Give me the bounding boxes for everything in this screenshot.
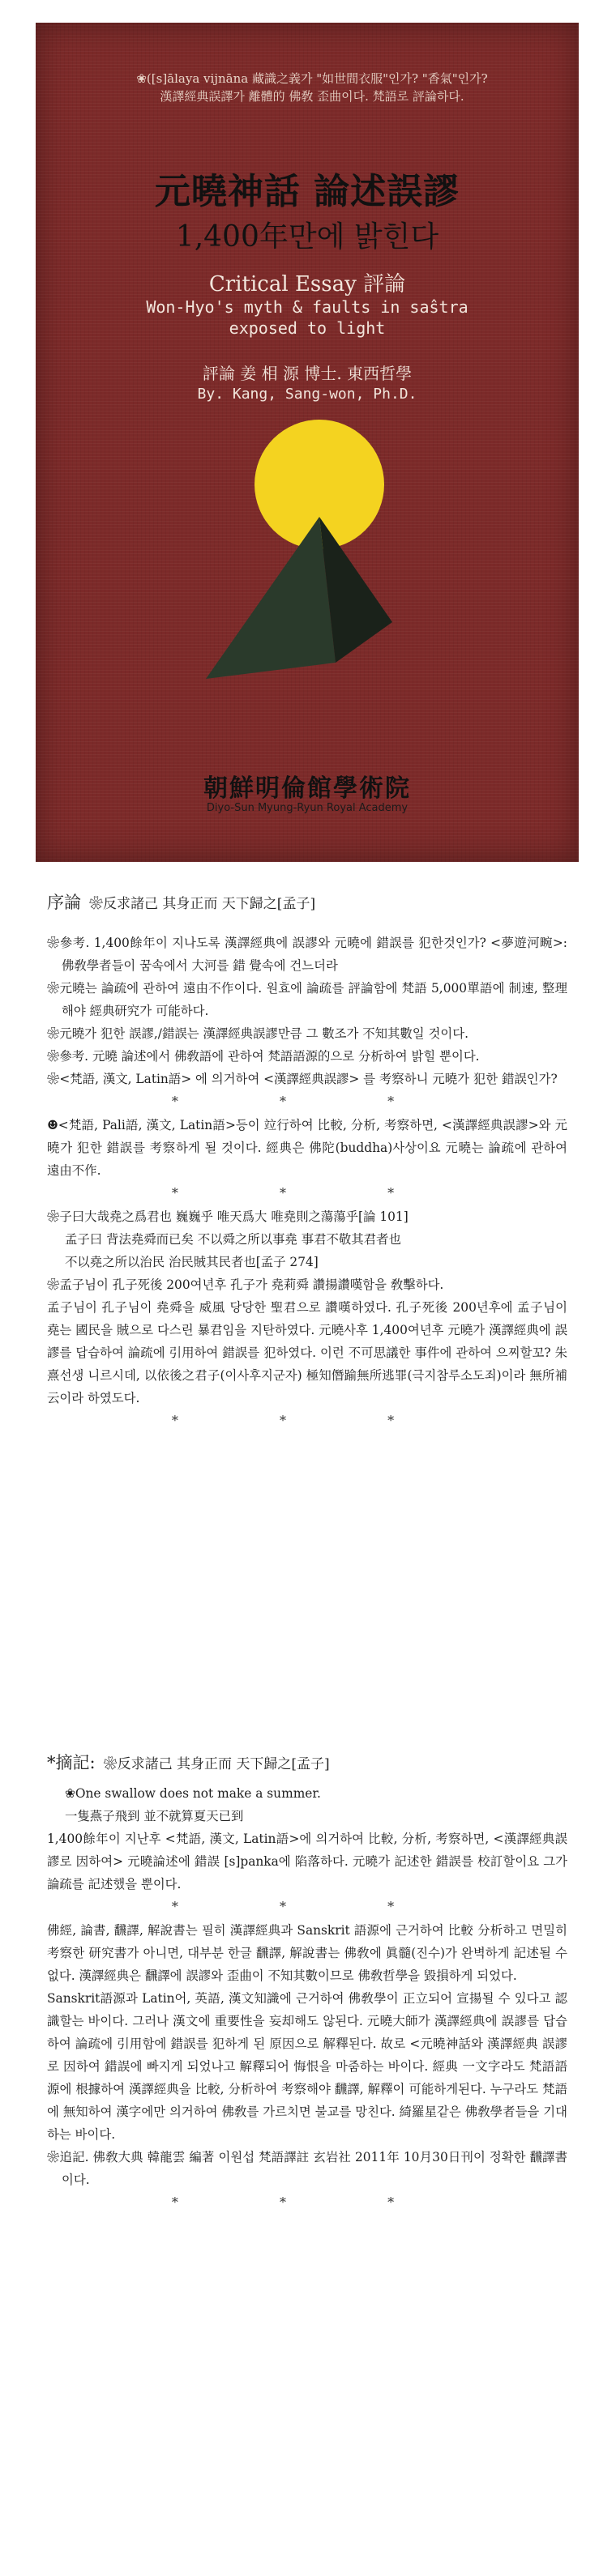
cover-english-line-1: Won-Hyo's myth & faults in saŝtra — [146, 297, 468, 317]
section-divider: * * * — [171, 2194, 443, 2210]
summary-motto: ❀反求諸己 其身正而 天下歸之[孟子] — [103, 1756, 330, 1772]
pyramid-icon — [206, 517, 336, 679]
introduction-heading — [47, 889, 567, 914]
section-divider: * * * — [171, 1185, 443, 1201]
section-divider: * * * — [171, 1899, 443, 1914]
summary-paragraph-1: 1,400餘年이 지난후 <梵語, 漢文, Latin語>에 의거하여 比較, 分析, 考察하면, <漢譯經典誤謬로 因하여> 元曉論述에 錯誤 [s]panka에 陷落하다. 元曉가 記述한 錯誤를 校訂할이요 그가 論疏를 記述했을 뿐이다. — [47, 1832, 567, 1891]
proverb-english: ❀One swallow does not make a summer. — [65, 1786, 321, 1801]
quote-line-2: 孟子曰 背法堯舜而已矣 不以舜之所以事堯 事君不敬其君者也 — [65, 1232, 401, 1247]
intro-item-2: ❀元曉는 論疏에 관하여 遠由不作이다. 원효에 論疏를 評論함에 梵語 5,000單語에 制速, 整理해야 經典研究가 可能하다. — [47, 981, 567, 1018]
cover-top-text — [78, 70, 546, 105]
intro-paragraph-2: ☻<梵語, Pali語, 漢文, Latin語>등이 竝行하여 比較, 分析, 考察하면, <漢譯經典誤謬>와 元曉가 犯한 錯誤를 考察하게 될 것이다. 經典은 佛陀(buddha)사상이요 元曉는 論疏에 관하여 遠由不作. — [47, 1118, 567, 1178]
introduction-title: 序論 — [47, 893, 81, 912]
section-divider: * * * — [171, 1094, 443, 1109]
cover-top-line-1: ❀([s]ālaya vijnāna 藏識之義가 "如世間衣服"인가? "香氣"인가? — [136, 71, 488, 86]
intro-paragraph-3: 孟子님이 孔子님이 堯舜을 威風 당당한 聖君으로 讚嘆하였다. 孔子死後 200년후에 孟子님이 堯는 國民을 賊으로 다스린 暴君임을 지탄하였다. 元曉사후 1,400여년후 元曉가 漢譯經典에 誤謬를 답습하여 論疏에 引用하여 錯誤를 犯하였다. 이런 不可思議한 事件에 관하여 으찌할꼬? 朱熹선생 니르시데, 以依後之君子(이사후지군자) 極知僭踰無所逃罪(극지참루소도죄)이라 無所補云이라 하였도다. — [47, 1300, 567, 1405]
cover-top-line-2: 漢譯經典誤譯가 離體的 佛敎 歪曲이다. 梵語로 評論하다. — [160, 89, 464, 104]
summary-paragraph-2: 佛經, 論書, 飜譯, 解說書는 필히 漢譯經典과 Sanskrit 語源에 근거하여 比較 分析하고 면밀히 考察한 研究書가 아니면, 대부분 한글 飜譯, 解說書는 佛敎에 眞髓(진수)가 완벽하게 記述될 수 없다. 漢譯經典은 飜譯에 誤謬와 歪曲이 不知其數이므로 佛敎哲學을 毀損하게 되었다. — [47, 1923, 567, 1983]
cover-publisher: 朝鮮明倫館學術院 — [203, 774, 411, 803]
summary-paragraph-3: Sanskrit語源과 Latin어, 英語, 漢文知識에 근거하여 佛敎學이 正立되어 宣揚될 수 있다고 認識할는 바이다. 그러나 漢文에 重要性을 妄却해도 않된다. 元曉大師가 漢譯經典에 誤謬를 답습하여 論疏에 引用함에 錯誤를 犯하게 된 原因으로 解釋된다. 故로 <元曉神話와 漢譯經典 誤謬로 因하여 錯誤에 빠지게 되었나고 解釋되어 悔恨을 마줌하는 바이다. 經典 一文字라도 梵語語源에 根據하여 漢譯經典을 比較, 分析하여 考察해야 飜譯, 解釋이 可能하게된다. 누구라도 梵語에 無知하여 漢字에만 의거하여 佛敎를 가르치면 불교를 망친다. 綺羅星같은 佛敎學者들을 기대하는 바이다. — [47, 1991, 567, 2142]
cover-english-line-2: exposed to light — [229, 318, 386, 338]
quote-line-1: ❀子曰大哉堯之爲君也 巍巍乎 唯天爲大 唯堯則之蕩蕩乎[論 101] — [47, 1209, 409, 1224]
postscript-note: ❀追記. 佛敎大典 韓龍雲 編著 이원섭 梵語譯註 玄岩社 2011年 10月30日刊이 정확한 飜譯書이다. — [47, 2150, 567, 2187]
cover-essay-label: Critical Essay 評論 — [208, 272, 406, 296]
intro-item-1: ❀參考. 1,400餘年이 지나도록 漢譯經典에 誤謬와 元曉에 錯誤를 犯한것인가? <夢遊河畹>: 佛敎學者들이 꿈속에서 大河를 錯 覺속에 건느더라 — [47, 936, 567, 973]
introduction-motto: ❀反求諸己 其身正而 天下歸之[孟子] — [89, 896, 316, 912]
cover-author-line-2: By. Kang, Sang-won, Ph.D. — [197, 386, 417, 403]
proverb-chinese: 一隻燕子飛到 並不就算夏天已到 — [65, 1809, 244, 1823]
quote-line-3: 不以堯之所以治民 治民賊其民者也[孟子 274] — [65, 1255, 319, 1269]
section-divider: * * * — [171, 1413, 443, 1428]
summary-heading — [47, 1750, 567, 1774]
summary-section — [0, 1750, 616, 2215]
cover-title: 元曉神話 論述誤謬 — [154, 171, 460, 212]
book-cover — [36, 23, 579, 862]
introduction-section — [0, 889, 616, 1433]
quote-line-4: ❀孟子님이 孔子死後 200여년후 孔子가 堯莉舜 讚揚讚嘆함을 敎擊하다. — [47, 1277, 444, 1292]
cover-subtitle: 1,400年만에 밝힌다 — [175, 220, 439, 254]
cover-publisher-english: Diyo-Sun Myung-Ryun Royal Academy — [206, 802, 409, 814]
intro-item-4: ❀參考. 元曉 論述에서 佛敎語에 관하여 梵語語源的으로 分析하여 밝힐 뿐이다. — [47, 1049, 480, 1064]
cover-illustration — [198, 420, 441, 711]
cover-english-title — [36, 296, 579, 339]
summary-title: *摘記: — [47, 1753, 96, 1772]
intro-item-5: ❀<梵語, 漢文, Latin語> 에 의거하여 <漢譯經典誤謬> 를 考察하니 元曉가 犯한 錯誤인가? — [47, 1072, 558, 1086]
cover-author-line-1: 評論 姜 相 源 博士. 東西哲學 — [202, 364, 413, 383]
cover-author — [36, 363, 579, 405]
intro-item-3: ❀元曉가 犯한 誤謬,/錯誤는 漢譯經典誤謬만큼 그 數조가 不知其數일 것이다. — [47, 1026, 469, 1041]
